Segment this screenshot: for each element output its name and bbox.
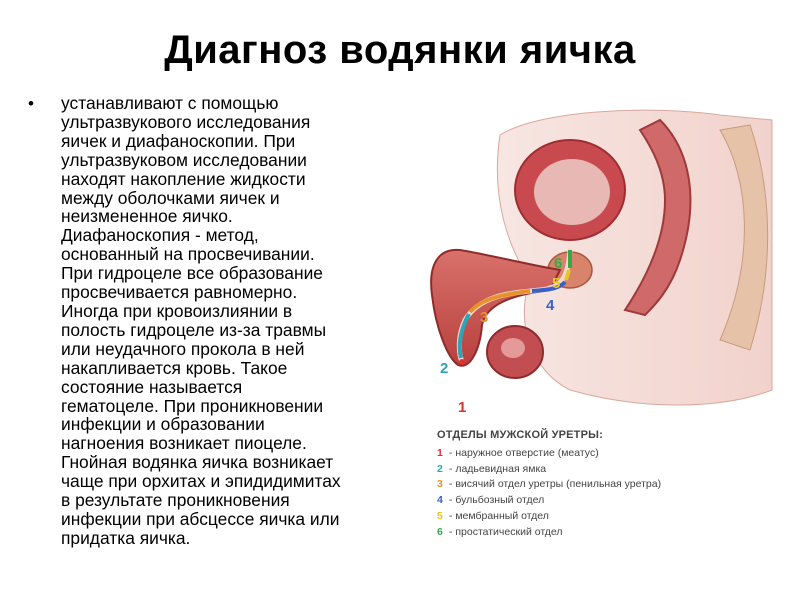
legend-item-4 [437,493,777,509]
bullet-marker: • [28,94,34,113]
urethra-legend [437,429,777,540]
legend-text-3: - висячий отдел уретры (пенильная уретра) [446,478,662,491]
legend-item-6 [437,525,777,541]
anatomy-illustration [420,90,780,420]
legend-num-5: 5 [437,509,443,522]
legend-num-1: 1 [437,447,443,459]
illustration-label-5: 5 [552,275,561,292]
bullet-text: устанавливают с помощью ультразвукового исследования яичек и диафаноскопии. При ультразвуковом исследовании находят накопление жидкости между оболочками яичек и неизмененное яичко. Диафаноскопия - метод, основанный на просвечивании. При гидроцеле все образование просвечивается равномерно. Иногда при кровоизлиянии в полость гидроцеле из-за травмы или неудачного прокола в ней накапливается кровь. Такое состояние называется гематоцеле. При проникновении инфекции и образовании нагноения возникает пиоцеле. Гнойная водянка яичка возникает чаще при орхитах и эпидидимитах в результате проникновения инфекции при абсцессе яичка или придатка яичка. [61,93,341,548]
legend-num-2: 2 [437,462,443,475]
illustration-label-6: 6 [554,255,563,272]
legend-num-4: 4 [437,494,443,507]
illustration-label-2: 2 [440,360,449,377]
legend-item-2 [437,462,777,478]
legend-text-1: - наружное отверстие (меатус) [446,447,599,459]
illustration-label-4: 4 [546,297,555,314]
illustration-label-3: 3 [480,309,489,326]
illustration-label-1: 1 [458,399,467,416]
legend-title: ОТДЕЛЫ МУЖСКОЙ УРЕТРЫ: [437,429,603,441]
legend-text-5: - мембранный отдел [446,509,549,522]
legend-num-6: 6 [437,525,443,538]
legend-item-5 [437,509,777,525]
legend-text-6: - простатический отдел [446,525,563,538]
testicle-highlight [501,338,525,358]
legend-item-3 [437,477,777,493]
bladder-inner [534,159,610,225]
urethra-section-1 [459,359,465,365]
legend-item-1 [437,446,777,462]
legend-num-3: 3 [437,478,443,491]
legend-text-4: - бульбозный отдел [446,494,545,507]
legend-text-2: - ладьевидная ямка [446,462,547,475]
slide-title: Диагноз водянки яичка [164,28,636,72]
